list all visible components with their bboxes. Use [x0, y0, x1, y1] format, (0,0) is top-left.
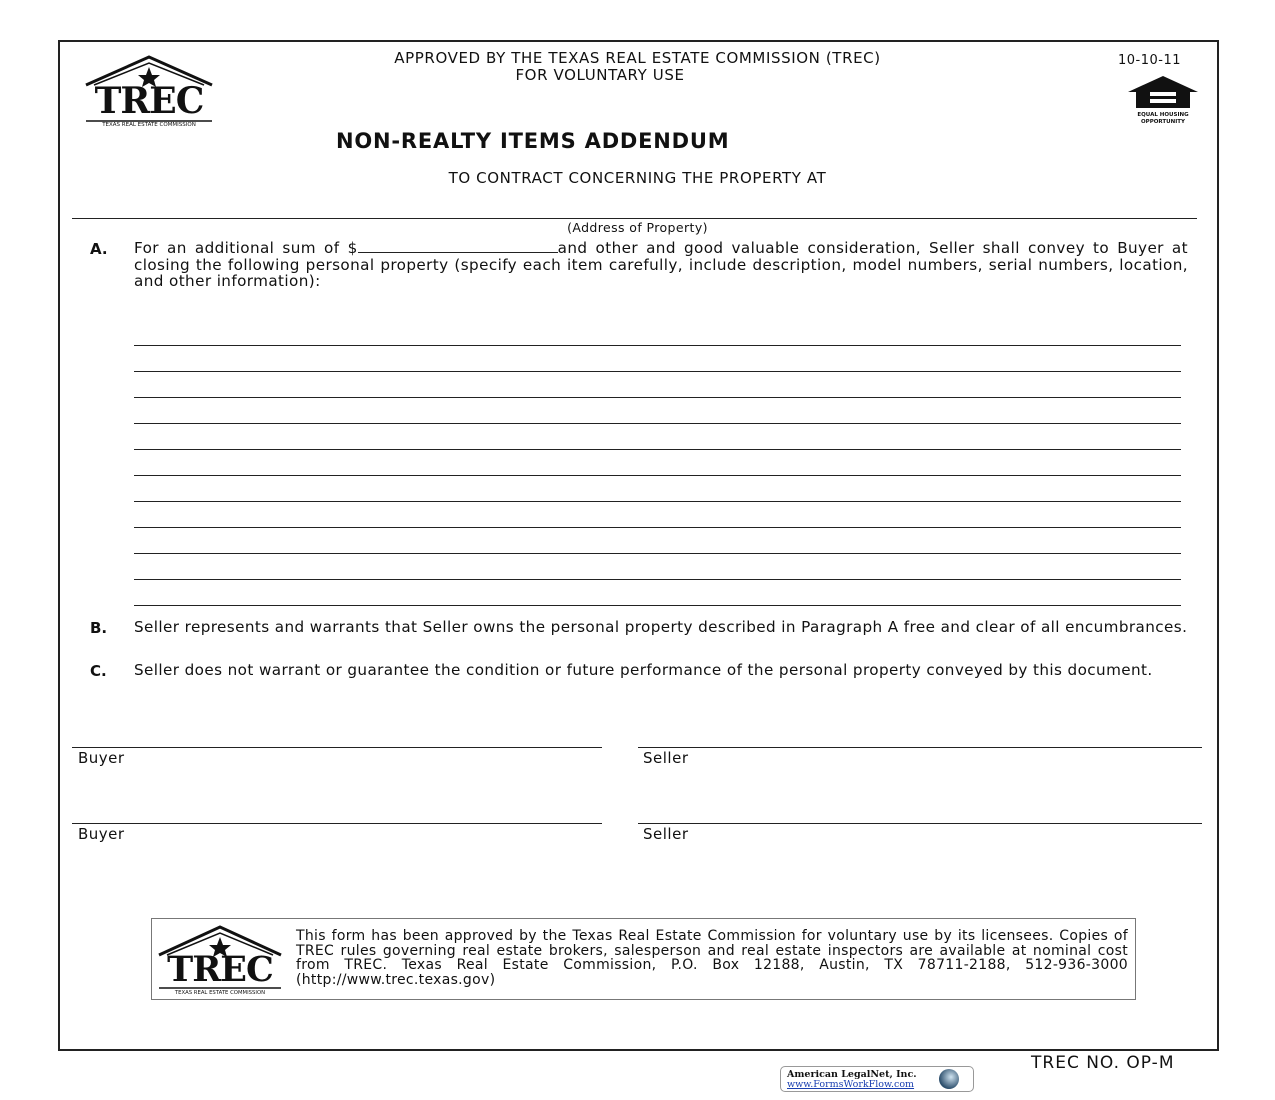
equal-housing-text: EQUAL HOUSING OPPORTUNITY [1137, 112, 1189, 125]
seller-signature-line-1[interactable] [638, 747, 1202, 748]
property-line[interactable] [134, 371, 1181, 372]
paragraph-a [134, 240, 1188, 290]
address-input-line[interactable] [72, 218, 1197, 219]
property-line[interactable] [134, 605, 1181, 606]
paragraph-c-label: C. [90, 662, 107, 680]
equal-housing-icon [1124, 74, 1202, 108]
globe-icon [939, 1069, 959, 1089]
buyer-signature-line-1[interactable] [72, 747, 602, 748]
seller-signature-line-2[interactable] [638, 823, 1202, 824]
footer-notice-text: This form has been approved by the Texas Real Estate Commission for voluntary use by its licensees. Copies of TREC rules governing real estate brokers, salesperson and real estate inspectors are available at nominal cost from TREC. Texas Real Estate Commission, P.O. Box 12188, Austin, TX 78711-2188, 512-936-3000 (http://www.trec.texas.gov) [296, 928, 1128, 989]
address-caption: (Address of Property) [567, 220, 708, 235]
legalnet-badge[interactable] [780, 1066, 974, 1092]
trec-logo [84, 55, 214, 130]
logo-text: TREC [94, 80, 204, 122]
legalnet-link[interactable]: www.FormsWorkFlow.com [787, 1079, 915, 1090]
paragraph-c: Seller does not warrant or guarantee the condition or future performance of the personal property conveyed by this document. [134, 661, 1153, 679]
paragraph-b-label: B. [90, 619, 108, 637]
form-date: 10-10-11 [1118, 53, 1182, 68]
buyer-label-1: Buyer [78, 749, 125, 767]
seller-label-2: Seller [643, 825, 689, 843]
page-title: NON-REALTY ITEMS ADDENDUM [336, 129, 730, 153]
footer-logo-text: TREC [167, 949, 273, 990]
logo-subtext: TEXAS REAL ESTATE COMMISSION [102, 122, 196, 128]
approval-line-2: FOR VOLUNTARY USE [515, 66, 685, 84]
form-border [58, 40, 1219, 1051]
paragraph-a-text: and other and good valuable consideration, Seller shall convey to Buyer at closing the following personal property (specify each item carefully, include description, model numbers, serial numbers, location, and other information): [134, 239, 1188, 290]
buyer-label-2: Buyer [78, 825, 125, 843]
paragraph-a-prefix: For an additional sum of $ [134, 239, 358, 257]
property-line[interactable] [134, 475, 1181, 476]
seller-label-1: Seller [643, 749, 689, 767]
footer-notice-box [151, 918, 1136, 1000]
property-line[interactable] [134, 449, 1181, 450]
footer-trec-logo [157, 925, 283, 997]
paragraph-a-label: A. [90, 240, 108, 258]
footer-logo-subtext: TEXAS REAL ESTATE COMMISSION [174, 990, 266, 996]
property-line[interactable] [134, 527, 1181, 528]
form-number: TREC NO. OP-M [1031, 1053, 1175, 1073]
legalnet-name: American LegalNet, Inc. [787, 1069, 917, 1080]
property-line[interactable] [134, 423, 1181, 424]
additional-sum-input[interactable] [358, 240, 558, 253]
equal-housing-logo [1124, 74, 1202, 124]
approval-line-1: APPROVED BY THE TEXAS REAL ESTATE COMMISSION (TREC) [394, 49, 881, 67]
property-line[interactable] [134, 579, 1181, 580]
property-line[interactable] [134, 345, 1181, 346]
paragraph-b: Seller represents and warrants that Seller owns the personal property described in Paragraph A free and clear of all encumbrances. [134, 618, 1188, 636]
property-line[interactable] [134, 397, 1181, 398]
buyer-signature-line-2[interactable] [72, 823, 602, 824]
subtitle: TO CONTRACT CONCERNING THE PROPERTY AT [448, 169, 827, 187]
property-line[interactable] [134, 553, 1181, 554]
property-line[interactable] [134, 501, 1181, 502]
